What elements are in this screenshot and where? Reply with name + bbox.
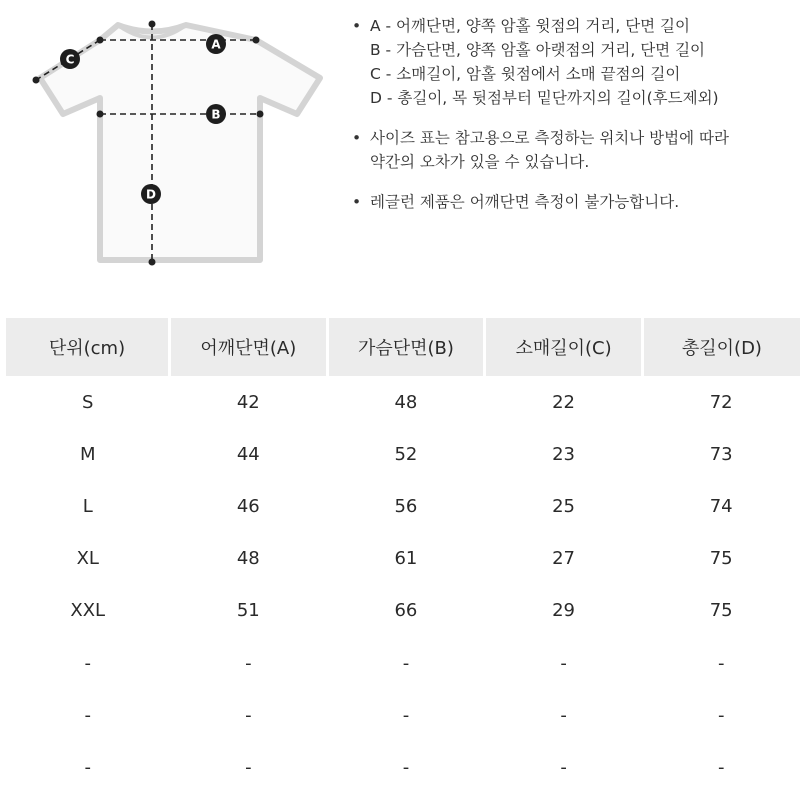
- size-label: M: [79, 443, 96, 465]
- cell-shoulder: -: [245, 756, 252, 778]
- cell-shoulder: 46: [236, 495, 260, 517]
- note-bullet: •: [352, 193, 362, 212]
- cell-chest: 61: [394, 548, 418, 570]
- tshirt-outline: [40, 25, 320, 260]
- note-group-tolerance: [352, 126, 798, 174]
- cell-length: 75: [709, 548, 733, 570]
- size-table-header-row: [6, 318, 800, 376]
- cell-chest: 66: [394, 600, 418, 622]
- note-bullet: •: [352, 17, 362, 35]
- note-tolerance-line-1: 사이즈 표는 참고용으로 측정하는 위치나 방법에 따라: [370, 129, 729, 148]
- cell-length: 73: [709, 443, 733, 465]
- table-row: [6, 376, 800, 428]
- cell-shoulder: -: [245, 652, 252, 674]
- note-group-raglan: [352, 190, 798, 214]
- size-label: XL: [76, 548, 99, 570]
- label-a-badge: [206, 34, 226, 54]
- cell-shoulder: 48: [236, 548, 260, 570]
- cell-length: -: [717, 704, 725, 726]
- label-a: A: [211, 37, 221, 52]
- cell-shoulder: -: [245, 704, 252, 726]
- label-b: B: [211, 107, 221, 122]
- cell-sleeve: -: [560, 756, 567, 778]
- cell-chest: 48: [394, 391, 418, 413]
- table-row: [6, 428, 800, 480]
- table-row: [6, 533, 800, 585]
- size-label: -: [84, 704, 91, 726]
- table-row: [6, 637, 800, 689]
- cell-sleeve: 29: [552, 600, 576, 622]
- cell-sleeve: 27: [552, 548, 576, 570]
- header-unit: 단위(cm): [6, 318, 170, 376]
- header-length: 총길이(D): [642, 318, 800, 376]
- cell-shoulder: 42: [236, 391, 260, 413]
- label-b-badge: [206, 104, 226, 124]
- note-line-a: A - 어깨단면, 양쪽 암홀 윗점의 거리, 단면 길이: [370, 17, 691, 35]
- label-c: C: [65, 52, 75, 67]
- measurement-notes: [352, 14, 798, 230]
- table-row: [6, 480, 800, 532]
- cell-length: 75: [709, 600, 733, 622]
- table-row: [6, 689, 800, 741]
- note-line-b: B - 가슴단면, 양쪽 암홀 아랫점의 거리, 단면 길이: [370, 41, 706, 60]
- cell-shoulder: 51: [236, 600, 260, 622]
- size-table: [6, 318, 800, 794]
- header-chest: 가슴단면(B): [327, 318, 485, 376]
- cell-sleeve: 23: [552, 443, 576, 465]
- cell-sleeve: -: [560, 652, 567, 674]
- table-row: [6, 585, 800, 637]
- cell-length: -: [717, 652, 725, 674]
- tshirt-measurement-diagram: [20, 10, 330, 280]
- header-shoulder: 어깨단면(A): [170, 318, 328, 376]
- note-group-measure-definitions: [352, 14, 798, 110]
- cell-sleeve: 25: [552, 495, 576, 517]
- note-tolerance-line-2: 약간의 오차가 있을 수 있습니다.: [370, 153, 590, 172]
- cell-chest: -: [402, 756, 410, 778]
- cell-chest: 52: [394, 443, 418, 465]
- size-label: -: [84, 652, 91, 674]
- cell-length: -: [717, 756, 725, 778]
- size-label: L: [82, 495, 93, 517]
- size-label: S: [82, 391, 94, 413]
- note-line-d: D - 총길이, 목 뒷점부터 밑단까지의 길이(후드제외): [370, 89, 719, 108]
- cell-chest: -: [402, 652, 410, 674]
- label-d: D: [146, 187, 156, 202]
- table-row: [6, 741, 800, 793]
- label-d-badge: [141, 184, 161, 204]
- cell-length: 74: [709, 495, 733, 517]
- cell-shoulder: 44: [236, 443, 260, 465]
- cell-sleeve: -: [560, 704, 567, 726]
- header-sleeve: 소매길이(C): [485, 318, 643, 376]
- cell-chest: 56: [394, 495, 418, 517]
- label-c-badge: [60, 49, 80, 69]
- size-label: -: [84, 756, 91, 778]
- note-raglan-line: 레글런 제품은 어깨단면 측정이 불가능합니다.: [370, 193, 680, 212]
- cell-chest: -: [402, 704, 410, 726]
- cell-sleeve: 22: [552, 391, 576, 413]
- size-label: XXL: [70, 600, 106, 622]
- note-bullet: •: [352, 129, 362, 148]
- cell-length: 72: [709, 391, 733, 413]
- note-line-c: C - 소매길이, 암홀 윗점에서 소매 끝점의 길이: [370, 65, 681, 84]
